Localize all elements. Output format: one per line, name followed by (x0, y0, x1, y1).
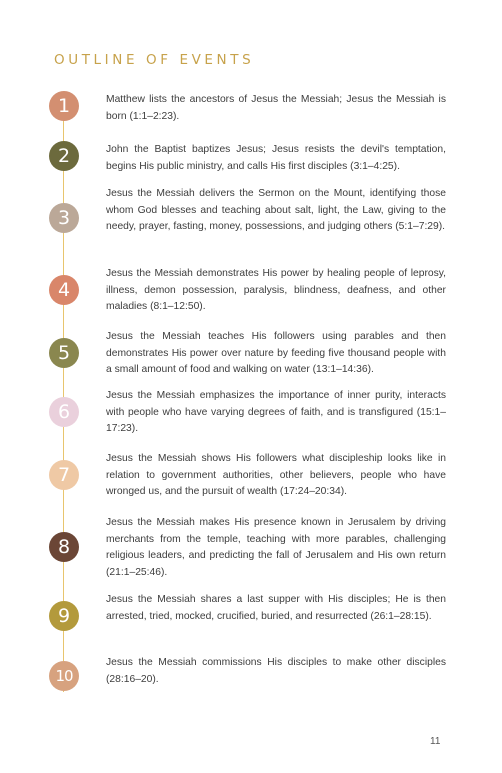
event-description: Jesus the Messiah teaches His followers using parables and then demonstrates His power over nature by feeding five thousand people with a small amount of food and walking on water (13:1–14:36). (106, 331, 446, 375)
event-description: Jesus the Messiah demonstrates His power by healing people of leprosy, illness, demon possession, paralysis, blindness, deafness, and other maladies (8:1–12:50). (106, 268, 446, 312)
event-number-badge: 7 (49, 460, 79, 490)
event-number-badge: 4 (49, 275, 79, 305)
event-description: Jesus the Messiah shows His followers what discipleship looks like in relation to government authorities, other believers, people who have wronged us, and the pursuit of wealth (17:24–20:34). (106, 453, 446, 497)
event-description: Jesus the Messiah commissions His disciples to make other disciples (28:16–20). (106, 657, 446, 685)
page-number: 11 (430, 736, 441, 747)
event-number-badge: 6 (49, 397, 79, 427)
event-description: Jesus the Messiah makes His presence known in Jerusalem by driving merchants from the temple, teaching with more parables, challenging religious leaders, and predicting the fall of Jerusalem and His own return (21:1–25:46). (106, 517, 446, 578)
event-description: Jesus the Messiah shares a last supper with His disciples; He is then arrested, tried, mocked, crucified, buried, and resurrected (26:1–28:15). (106, 594, 446, 622)
event-description: Jesus the Messiah emphasizes the importance of inner purity, interacts with people who have varying degrees of faith, and is transfigured (15:1–17:23). (106, 390, 446, 434)
event-number-badge: 2 (49, 141, 79, 171)
event-number-badge: 5 (49, 338, 79, 368)
event-number-badge: 10 (49, 661, 79, 691)
page-heading: OUTLINE OF EVENTS (54, 52, 255, 68)
event-number-badge: 1 (49, 91, 79, 121)
event-number-badge: 9 (49, 601, 79, 631)
event-description: John the Baptist baptizes Jesus; Jesus resists the devil's temptation, begins His public ministry, and calls His first disciples (3:1–4:25). (106, 144, 446, 172)
event-description: Jesus the Messiah delivers the Sermon on the Mount, identifying those whom God blesses and teaching about salt, light, the Law, giving to the needy, prayer, fasting, money, possessions, and judging others (5:1–7:29). (106, 188, 446, 232)
event-number-badge: 3 (49, 203, 79, 233)
event-description: Matthew lists the ancestors of Jesus the Messiah; Jesus the Messiah is born (1:1–2:23). (106, 94, 446, 122)
event-number-badge: 8 (49, 532, 79, 562)
